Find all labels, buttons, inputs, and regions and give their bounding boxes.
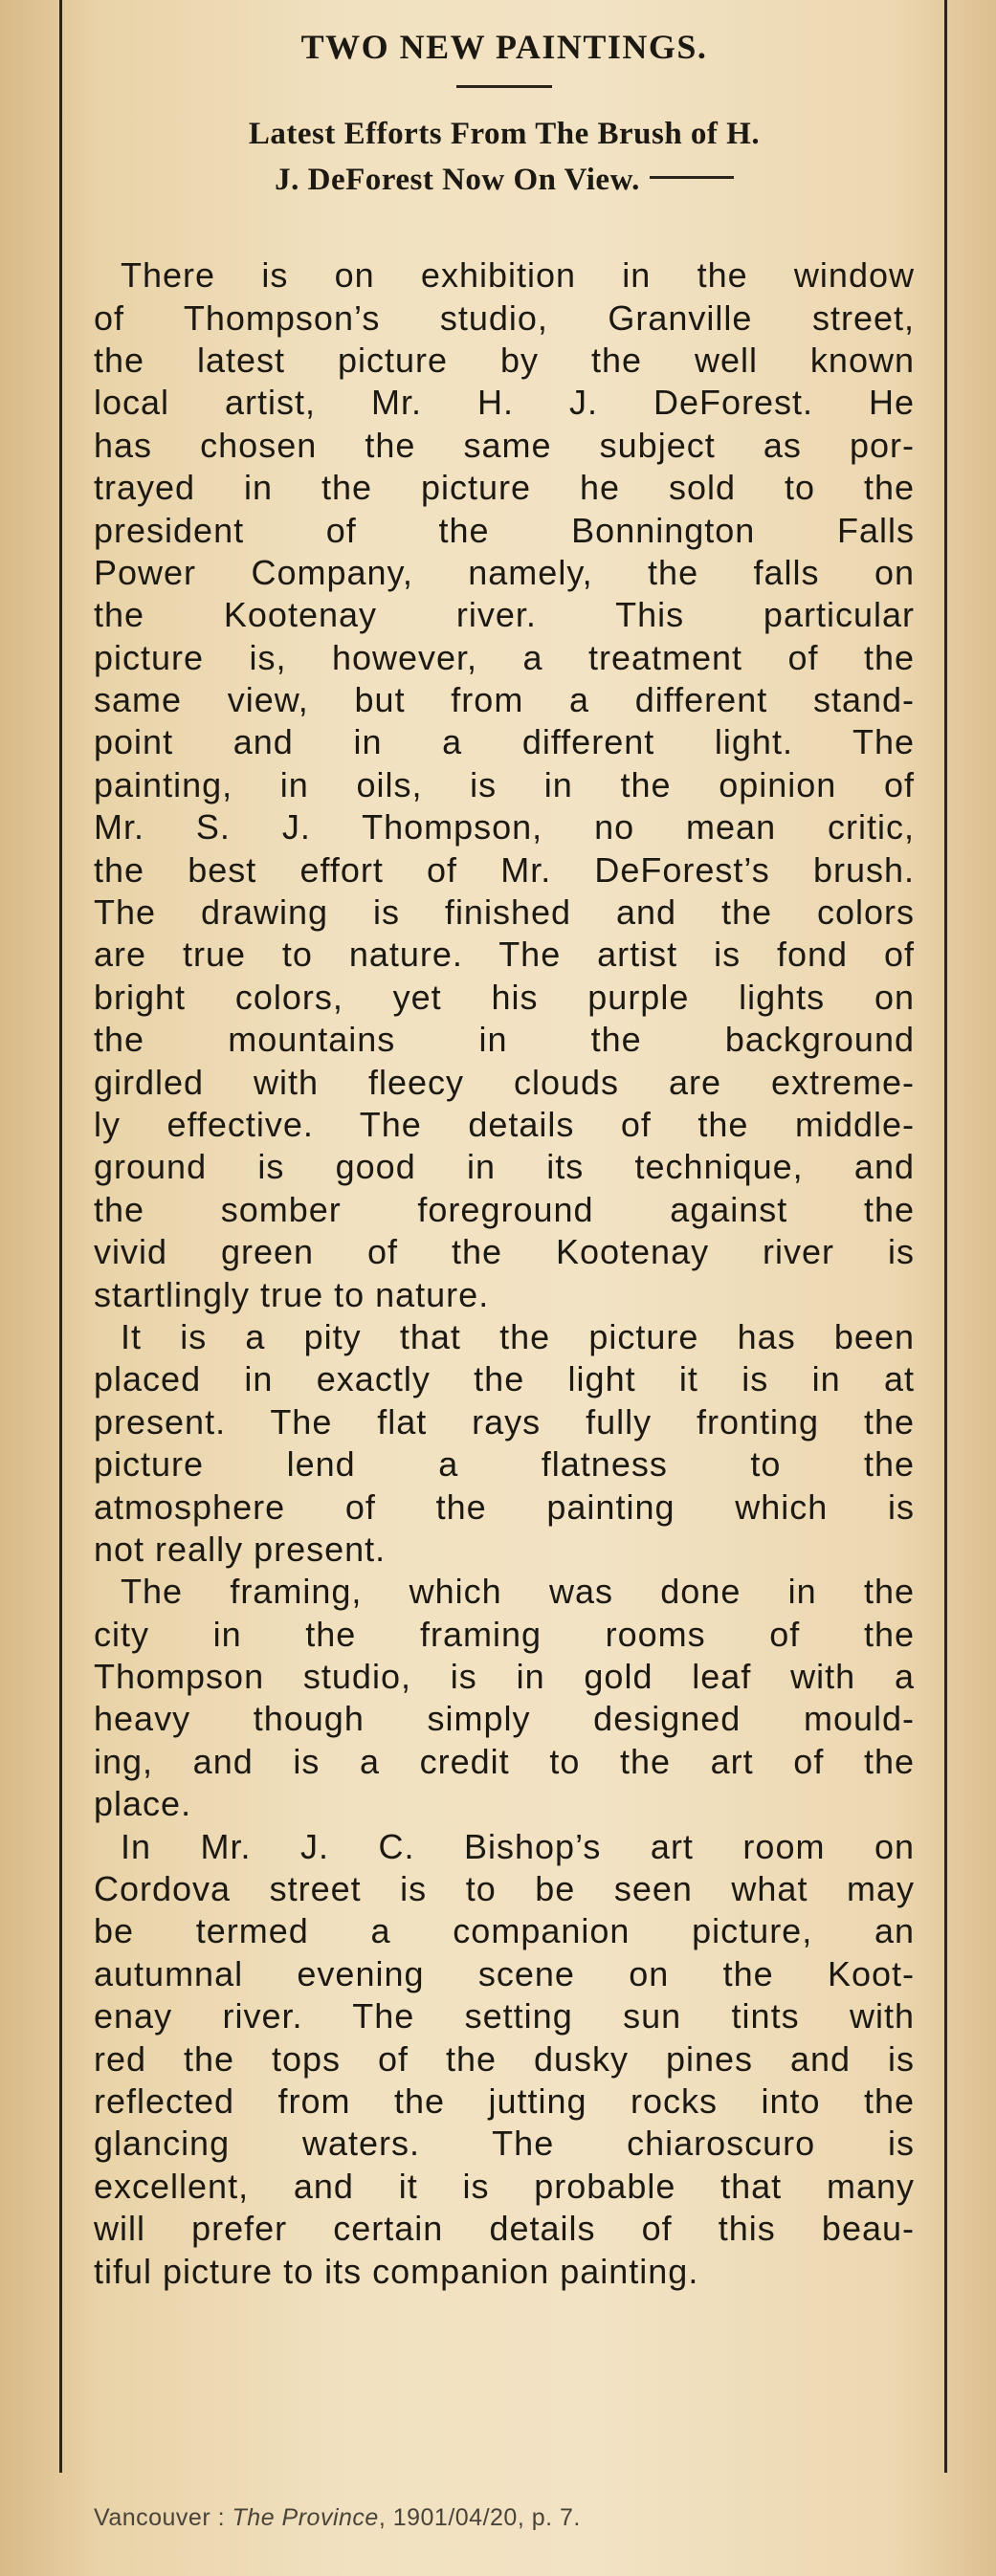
paragraph [94, 1316, 915, 1571]
text-line: president of the Bonnington Falls [94, 510, 915, 550]
text-line: Power Company, namely, the falls on [94, 552, 915, 592]
text-line: place. [94, 1784, 192, 1824]
text-line: glancing waters. The chiaroscuro is [94, 2124, 915, 2164]
text-line: painting, in oils, is in the opinion of [94, 764, 915, 804]
citation-place: Vancouver : [94, 2504, 232, 2531]
deck [94, 111, 915, 203]
text-line: atmosphere of the painting which is [94, 1486, 915, 1527]
text-line: are true to nature. The artist is fond of [94, 935, 915, 975]
text-line: the mountains in the background [94, 1020, 915, 1060]
paragraph [94, 1826, 915, 2293]
text-line: ground is good in its technique, and [94, 1147, 915, 1187]
deck-line-1: Latest Efforts From The Brush of H. [248, 117, 761, 152]
text-line: Thompson studio, is in gold leaf with a [94, 1657, 915, 1697]
text-line: enay river. The setting sun tints with [94, 1996, 915, 2037]
text-line: the best effort of Mr. DeForest’s brush. [94, 849, 915, 890]
text-line: excellent, and it is probable that many [94, 2166, 915, 2206]
text-line: be termed a companion picture, an [94, 1911, 915, 1951]
text-line: of Thompson’s studio, Granville street, [94, 297, 915, 338]
text-line: It is a pity that the picture has been [121, 1316, 915, 1356]
text-line: picture is, however, a treatment of the [94, 637, 915, 677]
text-line: In Mr. J. C. Bishop’s art room on [121, 1826, 915, 1866]
text-line: heavy though simply designed mould- [94, 1699, 915, 1739]
text-line: the somber foreground against the [94, 1189, 915, 1229]
newspaper-article [94, 0, 915, 2293]
deck-rule [650, 176, 734, 179]
text-line: autumnal evening scene on the Koot- [94, 1953, 915, 1993]
text-line: picture lend a flatness to the [94, 1444, 915, 1485]
text-line: There is on exhibition in the window [121, 255, 915, 296]
citation-publication: The Province [232, 2504, 379, 2531]
text-line: ly effective. The details of the middle- [94, 1105, 915, 1144]
text-line: tiful picture to its companion painting. [94, 2251, 699, 2291]
deck-line-2 [94, 157, 915, 203]
source-citation [94, 2504, 581, 2532]
text-line: trayed in the picture he sold to the [94, 468, 915, 508]
text-line: local artist, Mr. H. J. DeForest. He [94, 383, 915, 423]
text-line: reflected from the jutting rocks into the [94, 2081, 915, 2121]
text-line: placed in exactly the light it is in at [94, 1359, 915, 1399]
article-body [94, 254, 915, 2293]
text-line: The drawing is finished and the colors [94, 892, 915, 933]
text-line: girdled with fleecy clouds are extreme- [94, 1062, 915, 1102]
left-column-rule [59, 0, 62, 2473]
text-line: Mr. S. J. Thompson, no mean critic, [94, 807, 915, 848]
headline-rule [456, 85, 552, 88]
text-line: city in the framing rooms of the [94, 1614, 915, 1654]
paragraph [94, 254, 915, 1316]
paragraph [94, 1571, 915, 1825]
text-line: The framing, which was done in the [121, 1572, 915, 1612]
text-line: has chosen the same subject as por- [94, 425, 915, 465]
deck-line-2-text: J. DeForest Now On View. [275, 163, 640, 198]
text-line: ing, and is a credit to the art of the [94, 1741, 915, 1781]
text-line: vivid green of the Kootenay river is [94, 1232, 915, 1272]
text-line: Cordova street is to be seen what may [94, 1869, 915, 1909]
text-line: will prefer certain details of this beau- [94, 2209, 915, 2249]
right-column-rule [944, 0, 947, 2473]
text-line: the latest picture by the well known [94, 340, 915, 380]
text-line: red the tops of the dusky pines and is [94, 2038, 915, 2079]
text-line: the Kootenay river. This particular [94, 595, 915, 635]
headline: TWO NEW PAINTINGS. [300, 28, 708, 66]
text-line: same view, but from a different stand- [94, 680, 915, 720]
text-line: point and in a different light. The [94, 722, 915, 762]
citation-details: , 1901/04/20, p. 7. [378, 2504, 581, 2531]
text-line: startlingly true to nature. [94, 1274, 490, 1314]
text-line: not really present. [94, 1529, 387, 1569]
text-line: present. The flat rays fully fronting the [94, 1401, 915, 1442]
text-line: bright colors, yet his purple lights on [94, 977, 915, 1017]
